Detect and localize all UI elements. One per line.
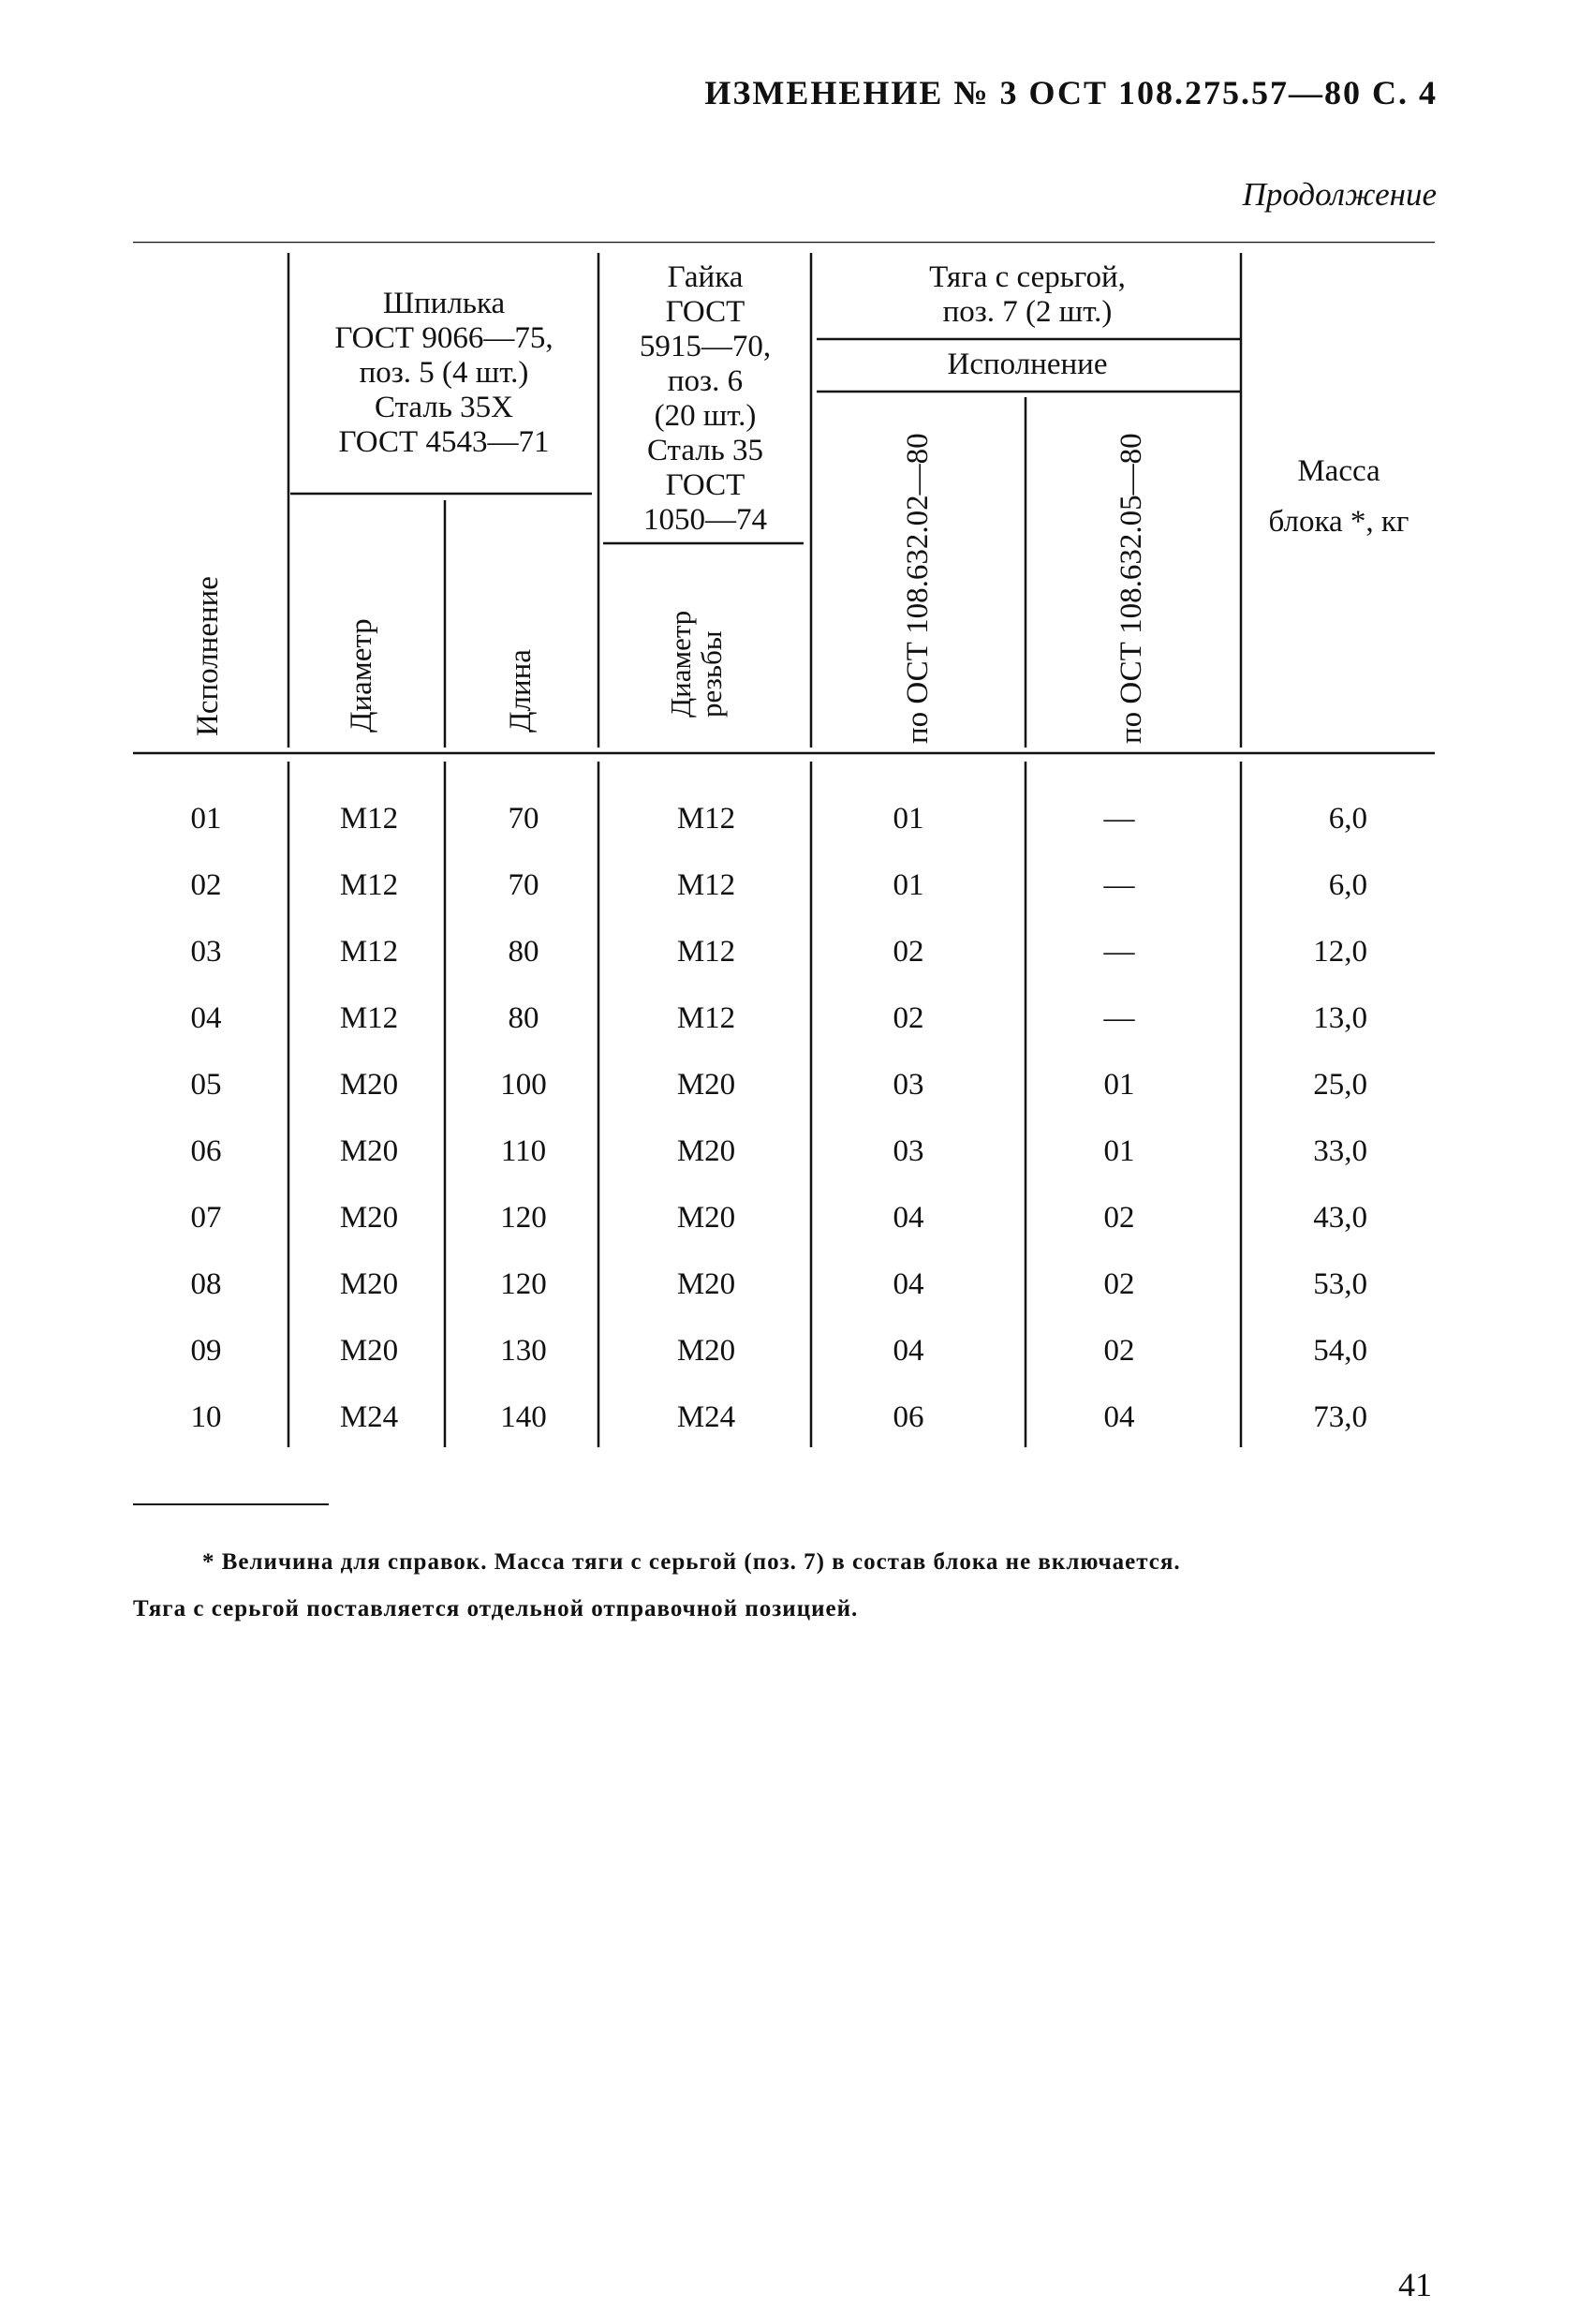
footnote-line: Тяга с серьгой поставляется отдельной отправочной позицией. xyxy=(133,1596,859,1621)
shpilka-line: поз. 5 (4 шт.) xyxy=(359,356,529,390)
table-cell: 04 xyxy=(190,1001,222,1035)
gaika-line: ГОСТ xyxy=(665,468,745,502)
diametr-rezby-line: резьбы xyxy=(695,630,728,718)
table-cell: М24 xyxy=(676,1400,736,1434)
table-cell: 10 xyxy=(190,1400,222,1434)
table-cell: 53,0 xyxy=(1313,1267,1367,1301)
table-cell: 70 xyxy=(508,868,539,902)
table-cell: М12 xyxy=(339,935,399,969)
table-cell: 07 xyxy=(190,1201,222,1235)
table-cell: 04 xyxy=(893,1267,924,1301)
table-cell: 06 xyxy=(893,1400,924,1434)
table-cell: 04 xyxy=(893,1201,924,1235)
table-cell: 01 xyxy=(893,802,924,836)
table-cell: 09 xyxy=(190,1334,222,1368)
table-cell: 100 xyxy=(500,1068,547,1102)
table-cell: 6,0 xyxy=(1328,868,1367,902)
massa-line: блока *, кг xyxy=(1268,505,1410,539)
tyaga-line: поз. 7 (2 шт.) xyxy=(942,295,1113,329)
table-cell: — xyxy=(1103,868,1135,902)
table-cell: 70 xyxy=(508,802,539,836)
table-cell: 01 xyxy=(190,802,222,836)
table-cell: М20 xyxy=(339,1068,399,1102)
table-cell: М20 xyxy=(676,1334,736,1368)
table-cell: 110 xyxy=(500,1134,547,1168)
shpilka-line: Шпилька xyxy=(382,287,506,320)
table-cell: М12 xyxy=(339,802,399,836)
table-cell: М12 xyxy=(339,1001,399,1035)
gaika-line: (20 шт.) xyxy=(654,399,757,433)
table-cell: 12,0 xyxy=(1313,935,1367,969)
table-cell: 43,0 xyxy=(1313,1201,1367,1235)
footnote xyxy=(133,1539,1444,1633)
table-cell: 25,0 xyxy=(1313,1068,1367,1102)
table-cell: 02 xyxy=(1103,1267,1135,1301)
table-cell: М12 xyxy=(339,868,399,902)
table-cell: 140 xyxy=(500,1400,547,1434)
table-cell: 01 xyxy=(893,868,924,902)
table-cell: М12 xyxy=(676,868,736,902)
gaika-line: Сталь 35 xyxy=(646,434,764,467)
header-ispolnenie: Исполнение xyxy=(191,576,225,736)
table-cell: М20 xyxy=(676,1267,736,1301)
table-cell: 80 xyxy=(508,1001,539,1035)
table-cell: 08 xyxy=(190,1267,222,1301)
table-cell: М12 xyxy=(676,802,736,836)
header-diametr: Диаметр xyxy=(345,618,378,733)
table-cell: М20 xyxy=(676,1201,736,1235)
diametr-rezby-line: Диаметр xyxy=(664,610,697,718)
table-cell: 73,0 xyxy=(1313,1400,1367,1434)
gaika-line: 5915—70, xyxy=(639,330,772,363)
header-ost-05: по ОСТ 108.632.05—80 xyxy=(1114,433,1148,744)
shpilka-line: ГОСТ 4543—71 xyxy=(338,425,550,459)
table-cell: 33,0 xyxy=(1313,1134,1367,1168)
table-cell: 120 xyxy=(500,1267,547,1301)
table-cell: 6,0 xyxy=(1328,802,1367,836)
table-cell: 130 xyxy=(500,1334,547,1368)
shpilka-line: Сталь 35Х xyxy=(375,391,513,424)
gaika-line: Гайка xyxy=(667,260,744,294)
table-cell: 02 xyxy=(1103,1334,1135,1368)
page-number: 41 xyxy=(1398,2266,1432,2303)
header-tyaga-ispolnenie: Исполнение xyxy=(947,348,1108,381)
massa-line: Масса xyxy=(1297,454,1380,488)
table-cell: 03 xyxy=(893,1134,924,1168)
table-cell: М20 xyxy=(676,1068,736,1102)
table-cell: 02 xyxy=(1103,1201,1135,1235)
document-header: ИЗМЕНЕНИЕ № 3 ОСТ 108.275.57—80 С. 4 xyxy=(704,74,1438,111)
table-cell: 01 xyxy=(1103,1134,1135,1168)
header-tyaga xyxy=(813,260,1242,330)
table-cell: М20 xyxy=(339,1267,399,1301)
data-table xyxy=(133,242,1435,1450)
table-cell: М20 xyxy=(339,1201,399,1235)
table-cell: — xyxy=(1103,1001,1135,1035)
gaika-line: ГОСТ xyxy=(665,295,745,329)
table-cell: 120 xyxy=(500,1201,547,1235)
header-ost-02: по ОСТ 108.632.02—80 xyxy=(901,433,935,744)
table-cell: 01 xyxy=(1103,1068,1135,1102)
table-cell: 02 xyxy=(893,935,924,969)
header-gaika xyxy=(599,260,811,538)
table-cell: М20 xyxy=(339,1334,399,1368)
table-cell: М12 xyxy=(676,935,736,969)
footnote-rule xyxy=(133,1503,329,1505)
shpilka-line: ГОСТ 9066—75, xyxy=(334,321,553,355)
table-cell: 02 xyxy=(893,1001,924,1035)
header-shpilka xyxy=(290,287,598,460)
table-cell: 04 xyxy=(893,1334,924,1368)
footnote-line: * Величина для справок. Масса тяги с серьгой (поз. 7) в состав блока не включается. xyxy=(202,1549,1181,1575)
table-cell: 54,0 xyxy=(1313,1334,1367,1368)
gaika-line: 1050—74 xyxy=(643,503,767,537)
table-cell: 06 xyxy=(190,1134,222,1168)
table-cell: 80 xyxy=(508,935,539,969)
table-cell: М24 xyxy=(339,1400,399,1434)
table-cell: М20 xyxy=(676,1134,736,1168)
table-cell: 03 xyxy=(190,935,222,969)
table-cell: М20 xyxy=(339,1134,399,1168)
continuation-label: Продолжение xyxy=(1242,176,1437,213)
tyaga-line: Тяга с серьгой, xyxy=(929,260,1126,294)
table-cell: 03 xyxy=(893,1068,924,1102)
gaika-line: поз. 6 xyxy=(667,364,744,398)
table-cell: 04 xyxy=(1103,1400,1135,1434)
table-cell: 02 xyxy=(190,868,222,902)
table-cell: 05 xyxy=(190,1068,222,1102)
table-cell: — xyxy=(1103,802,1135,836)
table-cell: 13,0 xyxy=(1313,1001,1367,1035)
header-diametr-rezby xyxy=(665,611,727,718)
table-cell: М12 xyxy=(676,1001,736,1035)
table-cell: — xyxy=(1103,935,1135,969)
header-massa xyxy=(1243,446,1435,547)
header-dlina: Длина xyxy=(504,649,538,733)
